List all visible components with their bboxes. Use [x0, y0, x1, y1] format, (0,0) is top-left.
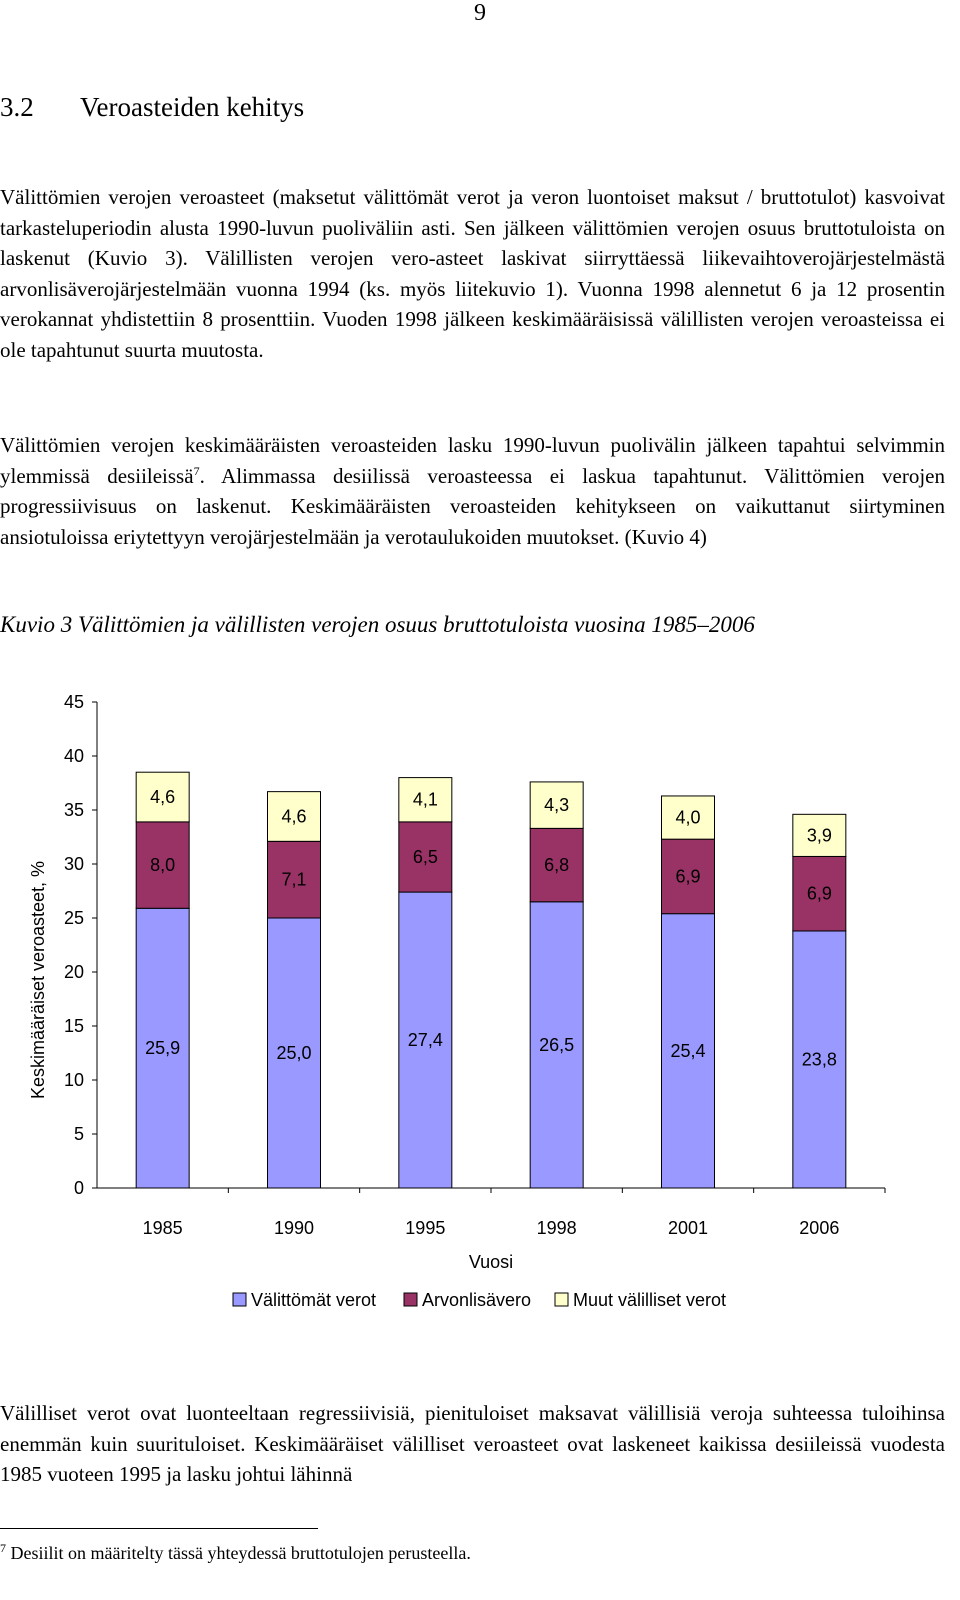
y-tick-label: 40: [63, 746, 84, 766]
data-label: 3,9: [806, 825, 832, 846]
x-tick-label: 2006: [799, 1218, 840, 1238]
data-label: 25,0: [276, 1043, 312, 1063]
stacked-bar-chart: [0, 678, 945, 1338]
legend-swatch: [404, 1293, 417, 1306]
y-tick-label: 15: [63, 1016, 84, 1036]
y-tick-label: 20: [63, 962, 84, 982]
y-tick-label: 30: [63, 854, 84, 874]
x-tick-label: 1985: [142, 1218, 183, 1238]
data-label: 4,0: [675, 807, 701, 828]
data-label: 4,1: [412, 789, 438, 810]
data-label: 4,6: [150, 787, 176, 808]
data-label: 7,1: [281, 869, 307, 890]
data-label: 6,9: [806, 883, 832, 904]
legend-label: Välittömät verot: [251, 1290, 377, 1310]
y-tick-label: 10: [63, 1070, 84, 1090]
section-number: 3.2: [0, 92, 34, 122]
paragraph-2: [0, 430, 945, 552]
data-label: 23,8: [801, 1049, 837, 1070]
section-heading: [0, 92, 304, 123]
x-tick-label: 2001: [667, 1218, 709, 1238]
data-label: 6,8: [544, 855, 570, 876]
y-tick-label: 35: [63, 800, 84, 820]
paragraph-1: Välittömien verojen veroasteet (maksetut välittömät verot ja veron luontoiset maksut / bruttotulot) kasvoivat tarkasteluperiodin alusta 1990-luvun puoliväliin asti. Sen jälkeen välittömien verojen osuus bruttotuloista on laskenut (Kuvio 3). Välillisten verojen vero-asteet laskivat siirryttäessä liikevaihtoverojärjestelmästä arvonlisäverojärjestelmään vuonna 1994 (ks. myös liitekuvio 1). Vuonna 1998 alennetut 6 ja 12 prosentin verokannat yhdistettiin 8 prosenttiin. Vuoden 1998 jälkeen keskimääräisissä välillisten verojen veroasteissa ei ole tapahtunut suurta muutosta.: [0, 185, 945, 362]
y-tick-label: 45: [63, 692, 84, 712]
y-tick-label: 25: [63, 908, 84, 928]
data-label: 4,3: [544, 795, 570, 816]
footnote-divider: [0, 1528, 318, 1529]
paragraph-2-part-1: Välittömien verojen keskimääräisten veroasteiden lasku 1990-luvun puolivälin jälkeen tapahtui selvimmin ylemmissä desiileissä: [0, 433, 945, 488]
data-label: 4,6: [281, 806, 307, 827]
x-tick-label: 1990: [273, 1218, 315, 1238]
footnote-reference: 7: [193, 463, 200, 478]
figure-caption: Kuvio 3 Välittömien ja välillisten verojen osuus bruttotuloista vuosina 1985–2006: [0, 612, 755, 637]
data-label: 25,9: [145, 1038, 181, 1059]
page-number: 9: [474, 0, 486, 26]
data-label: 27,4: [407, 1030, 443, 1051]
x-tick-label: 1998: [536, 1218, 577, 1238]
data-label: 26,5: [539, 1034, 575, 1055]
data-label: 6,9: [675, 866, 701, 887]
legend-swatch: [233, 1293, 246, 1306]
legend-swatch: [555, 1293, 568, 1306]
paragraph-2-part-2: . Alimmassa desiilissä veroasteessa ei laskua tapahtunut. Välittömien verojen progressiivisuus on laskenut. Keskimääräisten veroasteiden kehitykseen on vaikuttanut siirtyminen ansiotuloissa eriytettyyn verojärjestelmään ja verotaulukoiden muutokset. (Kuvio 4): [0, 463, 945, 549]
y-tick-label: 0: [73, 1178, 84, 1198]
data-label: 25,4: [670, 1040, 706, 1061]
data-label: 6,5: [412, 846, 438, 867]
y-axis-label: Keskimääräiset veroasteet, %: [28, 860, 48, 1100]
x-tick-label: 1995: [405, 1218, 446, 1238]
legend-label: Muut välilliset verot: [573, 1290, 727, 1310]
section-title: Veroasteiden kehitys: [80, 92, 305, 122]
footnote-text: Desiilit on määritelty tässä yhteydessä bruttotulojen perusteella.: [10, 1543, 471, 1563]
legend-label: Arvonlisävero: [422, 1290, 532, 1310]
paragraph-3: Välilliset verot ovat luonteeltaan regressiivisiä, pienituloiset maksavat välillisiä veroja suhteessa tuloihinsa enemmän kuin suurituloiset. Keskimääräiset välilliset veroasteet ovat laskeneet kaikissa desiileissä vuodesta 1985 vuoteen 1995 ja lasku johtui lähinnä: [0, 1401, 945, 1486]
x-axis-label: Vuosi: [468, 1252, 514, 1272]
y-tick-label: 5: [73, 1124, 84, 1144]
footnote: [0, 1543, 471, 1564]
data-label: 8,0: [150, 855, 176, 876]
footnote-mark: 7: [0, 1541, 6, 1555]
